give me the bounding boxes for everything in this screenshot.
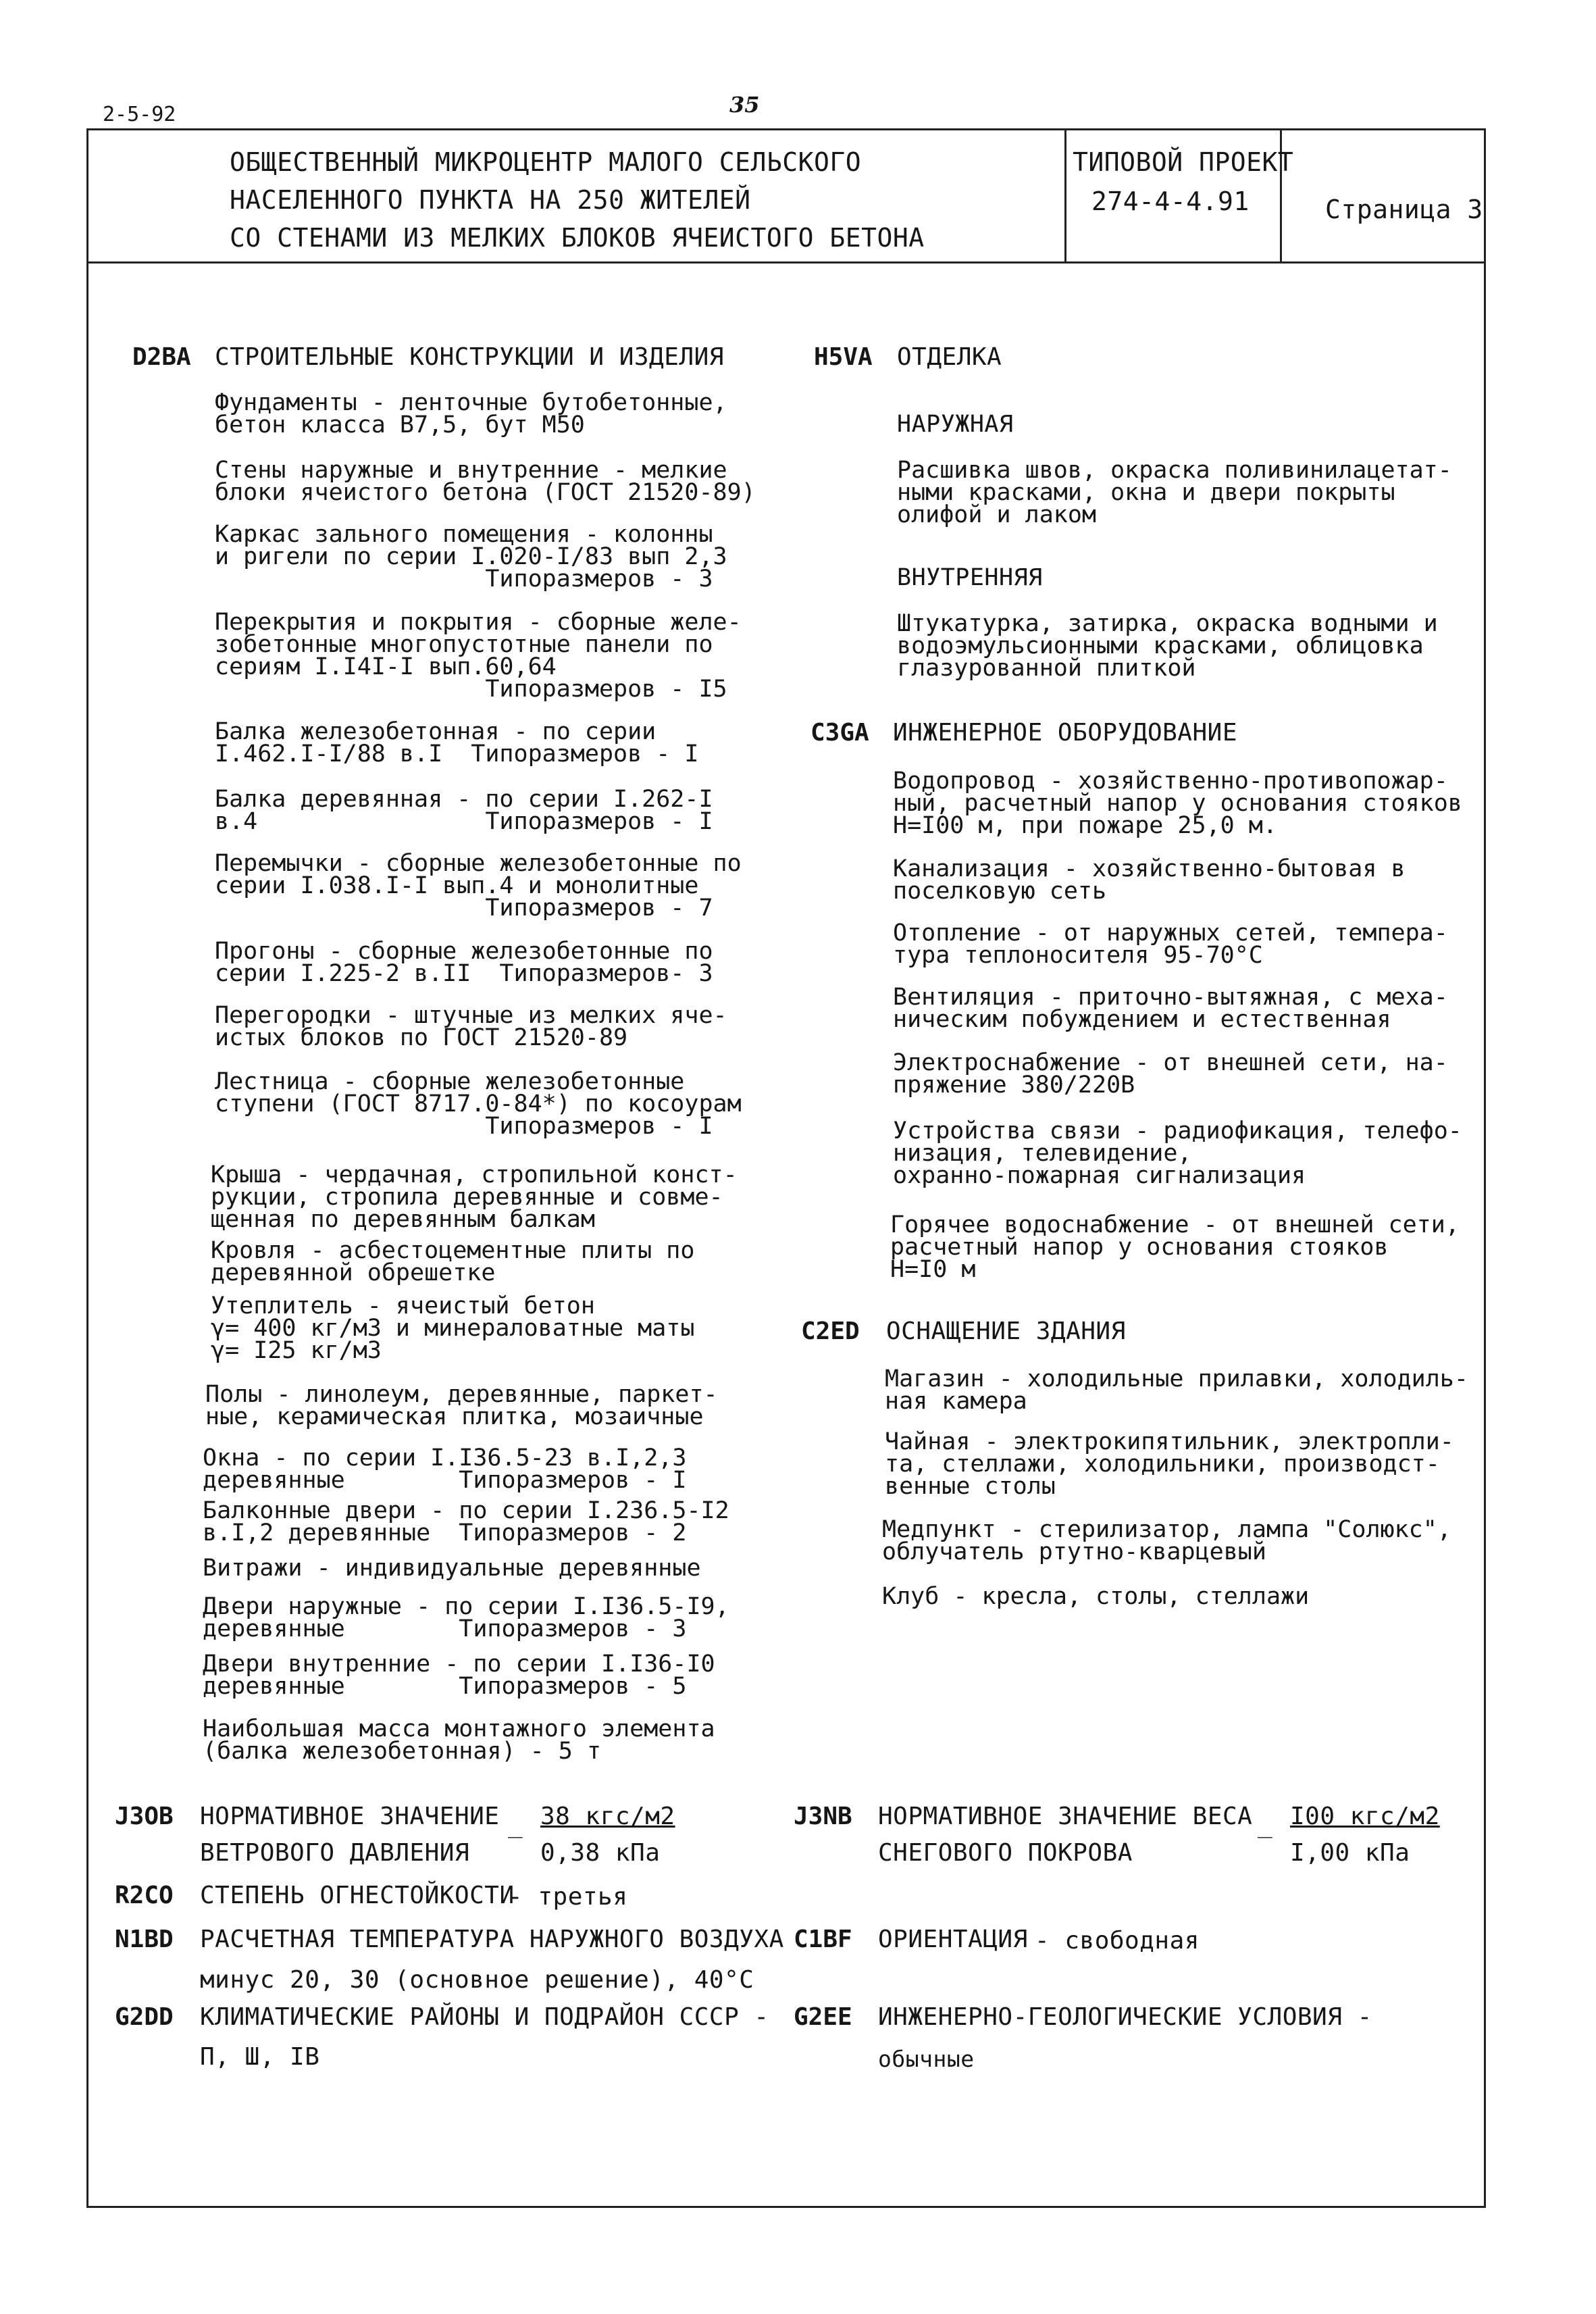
header-divider bbox=[86, 261, 1486, 263]
spec-item: Двери наружные - по серии I.I36.5-I9, деревянные Типоразмеров - 3 bbox=[203, 1593, 729, 1642]
spec-item: Фундаменты - ленточные бутобетонные, бетон класса В7,5, бут М50 bbox=[215, 389, 727, 438]
spec-item: Балка деревянная - по серии I.262-I в.4 Типоразмеров - I bbox=[215, 786, 713, 835]
spec-item: Перекрытия и покрытия - сборные желе- зобетонные многопустотные панели по сериям I.I4I-I вып.60,64 Типоразмеров - I5 bbox=[215, 609, 742, 703]
spec-item: Балконные двери - по серии I.236.5-I2 в.I,2 деревянные Типоразмеров - 2 bbox=[203, 1497, 729, 1546]
section-heading: ОТДЕЛКА bbox=[897, 343, 1002, 371]
section-code: J3OB bbox=[115, 1803, 174, 1830]
wind-value-kgf: 38 кгс/м2 bbox=[540, 1803, 675, 1830]
section-heading: ОСНАЩЕНИЕ ЗДАНИЯ bbox=[886, 1317, 1126, 1345]
section-heading: СТРОИТЕЛЬНЫЕ КОНСТРУКЦИИ И ИЗДЕЛИЯ bbox=[215, 343, 724, 371]
section-code: G2DD bbox=[115, 2003, 174, 2031]
section-heading: ИНЖЕНЕРНОЕ ОБОРУДОВАНИЕ bbox=[893, 719, 1237, 747]
wind-label: ВЕТРОВОГО ДАВЛЕНИЯ bbox=[200, 1839, 470, 1867]
spec-item: Крыша - чердачная, стропильной конст- рукции, стропила деревянные и совме- щенная по деревянным балкам bbox=[211, 1161, 738, 1233]
page-number: 35 bbox=[729, 92, 760, 118]
spec-item: Медпункт - стерилизатор, лампа "Солюкс", облучатель ртутно-кварцевый bbox=[882, 1516, 1451, 1565]
spec-item: Канализация - хозяйственно-бытовая в поселковую сеть bbox=[893, 855, 1406, 905]
header-title-line: ОБЩЕСТВЕННЫЙ МИКРОЦЕНТР МАЛОГО СЕЛЬСКОГО bbox=[230, 147, 862, 177]
spec-item: Наибольшая масса монтажного элемента (балка железобетонная) - 5 т bbox=[203, 1715, 715, 1765]
spec-item: Отопление - от наружных сетей, темпера- тура теплоносителя 95-70°С bbox=[893, 920, 1448, 969]
spec-item: Кровля - асбестоцементные плиты по деревянной обрешетке bbox=[211, 1237, 695, 1286]
page-label: Страница 3 bbox=[1325, 195, 1483, 224]
spec-item: Двери внутренние - по серии I.I36-I0 деревянные Типоразмеров - 5 bbox=[203, 1651, 715, 1700]
date-mark: 2-5-92 bbox=[103, 103, 176, 126]
wind-label: НОРМАТИВНОЕ ЗНАЧЕНИЕ bbox=[200, 1803, 500, 1830]
section-code: C3GA bbox=[810, 719, 869, 747]
section-code: D2BA bbox=[132, 343, 191, 371]
section-code: R2CO bbox=[115, 1882, 174, 1909]
fire-label: СТЕПЕНЬ ОГНЕСТОЙКОСТИ bbox=[200, 1882, 515, 1909]
section-code: N1BD bbox=[115, 1926, 174, 1953]
temp-value: минус 20, 30 (основное решение), 40°С bbox=[200, 1966, 754, 1994]
dash: _ bbox=[1258, 1811, 1273, 1838]
spec-item: Балка железобетонная - по серии I.462.I-I/88 в.I Типоразмеров - I bbox=[215, 718, 699, 768]
section-code: J3NB bbox=[794, 1803, 852, 1830]
section-code: H5VA bbox=[814, 343, 873, 371]
header-title-line: НАСЕЛЕННОГО ПУНКТА НА 250 ЖИТЕЛЕЙ bbox=[230, 185, 751, 215]
section-code: C1BF bbox=[794, 1926, 852, 1953]
project-number: 274-4-4.91 bbox=[1091, 186, 1250, 216]
spec-item: Стены наружные и внутренние - мелкие блоки ячеистого бетона (ГОСТ 21520-89) bbox=[215, 457, 756, 506]
spec-item: Горячее водоснабжение - от внешней сети, расчетный напор у основания стояков Н=I0 м bbox=[890, 1211, 1460, 1283]
spec-item: Полы - линолеум, деревянные, паркет- ные, керамическая плитка, мозаичные bbox=[205, 1381, 718, 1430]
spec-item: Окна - по серии I.I36.5-23 в.I,2,3 деревянные Типоразмеров - I bbox=[203, 1444, 687, 1494]
dash: _ bbox=[508, 1811, 523, 1838]
subsection-label: ВНУТРЕННЯЯ bbox=[897, 564, 1043, 591]
spec-item: Клуб - кресла, столы, стеллажи bbox=[882, 1583, 1310, 1610]
header-col-divider-1 bbox=[1064, 128, 1066, 261]
climate-value: П, Ш, IВ bbox=[200, 2043, 320, 2071]
section-code: G2EE bbox=[794, 2003, 852, 2031]
spec-item: Утеплитель - ячеистый бетон γ= 400 кг/м3 и минераловатные маты γ= I25 кг/м3 bbox=[211, 1292, 695, 1364]
fire-value: - третья bbox=[508, 1883, 628, 1911]
snow-label: НОРМАТИВНОЕ ЗНАЧЕНИЕ ВЕСА bbox=[878, 1803, 1253, 1830]
geo-label: ИНЖЕНЕРНО-ГЕОЛОГИЧЕСКИЕ УСЛОВИЯ - bbox=[878, 2003, 1372, 2031]
subsection-label: НАРУЖНАЯ bbox=[897, 411, 1014, 438]
orient-value: - свободная bbox=[1035, 1927, 1200, 1955]
spec-item: Чайная - электрокипятильник, электропли- та, стеллажи, холодильники, производст- венные столы bbox=[885, 1428, 1454, 1500]
spec-item: Перегородки - штучные из мелких яче- истых блоков по ГОСТ 21520-89 bbox=[215, 1002, 727, 1051]
spec-item: Витражи - индивидуальные деревянные bbox=[203, 1555, 701, 1582]
snow-label: СНЕГОВОГО ПОКРОВА bbox=[878, 1839, 1133, 1867]
project-label: ТИПОВОЙ ПРОЕКТ bbox=[1073, 147, 1294, 177]
spec-item: Магазин - холодильные прилавки, холодиль- ная камера bbox=[885, 1365, 1468, 1415]
header-title bbox=[230, 143, 925, 257]
spec-item: Вентиляция - приточно-вытяжная, с меха- ническим побуждением и естественная bbox=[893, 984, 1448, 1033]
orient-label: ОРИЕНТАЦИЯ bbox=[878, 1926, 1028, 1953]
spec-item: Перемычки - сборные железобетонные по серии I.038.I-I вып.4 и монолитные Типоразмеров - 7 bbox=[215, 850, 742, 922]
spec-item: Водопровод - хозяйственно-противопожар- ный, расчетный напор у основания стояков Н=I00 м, при пожаре 25,0 м. bbox=[893, 768, 1462, 839]
snow-value-kpa: I,00 кПа bbox=[1290, 1839, 1410, 1867]
geo-value: обычные bbox=[878, 2046, 975, 2072]
snow-value-kgf: I00 кгс/м2 bbox=[1290, 1803, 1440, 1830]
temp-label: РАСЧЕТНАЯ ТЕМПЕРАТУРА НАРУЖНОГО ВОЗДУХА bbox=[200, 1926, 784, 1953]
spec-item: Каркас зального помещения - колонны и ригели по серии I.020-I/83 вып 2,3 Типоразмеров - 3 bbox=[215, 521, 727, 593]
section-code: C2ED bbox=[801, 1317, 860, 1345]
wind-value-kpa: 0,38 кПа bbox=[540, 1839, 661, 1867]
spec-item: Электроснабжение - от внешней сети, на- пряжение 380/220В bbox=[893, 1049, 1448, 1099]
spec-item: Лестница - сборные железобетонные ступени (ГОСТ 8717.0-84*) по косоурам Типоразмеров - I bbox=[215, 1068, 742, 1140]
header-title-line: СО СТЕНАМИ ИЗ МЕЛКИХ БЛОКОВ ЯЧЕИСТОГО БЕТОНА bbox=[230, 223, 925, 253]
spec-item: Устройства связи - радиофикация, телефо- низация, телевидение, охранно-пожарная сигнализация bbox=[893, 1117, 1462, 1189]
climate-label: КЛИМАТИЧЕСКИЕ РАЙОНЫ И ПОДРАЙОН СССР - bbox=[200, 2003, 769, 2031]
spec-item: Штукатурка, затирка, окраска водными и водоэмульсионными красками, облицовка глазурованной плиткой bbox=[897, 610, 1438, 682]
spec-item: Расшивка швов, окраска поливинилацетат- ными красками, окна и двери покрыты олифой и лаком bbox=[897, 457, 1452, 528]
spec-item: Прогоны - сборные железобетонные по серии I.225-2 в.II Типоразмеров- 3 bbox=[215, 938, 713, 987]
